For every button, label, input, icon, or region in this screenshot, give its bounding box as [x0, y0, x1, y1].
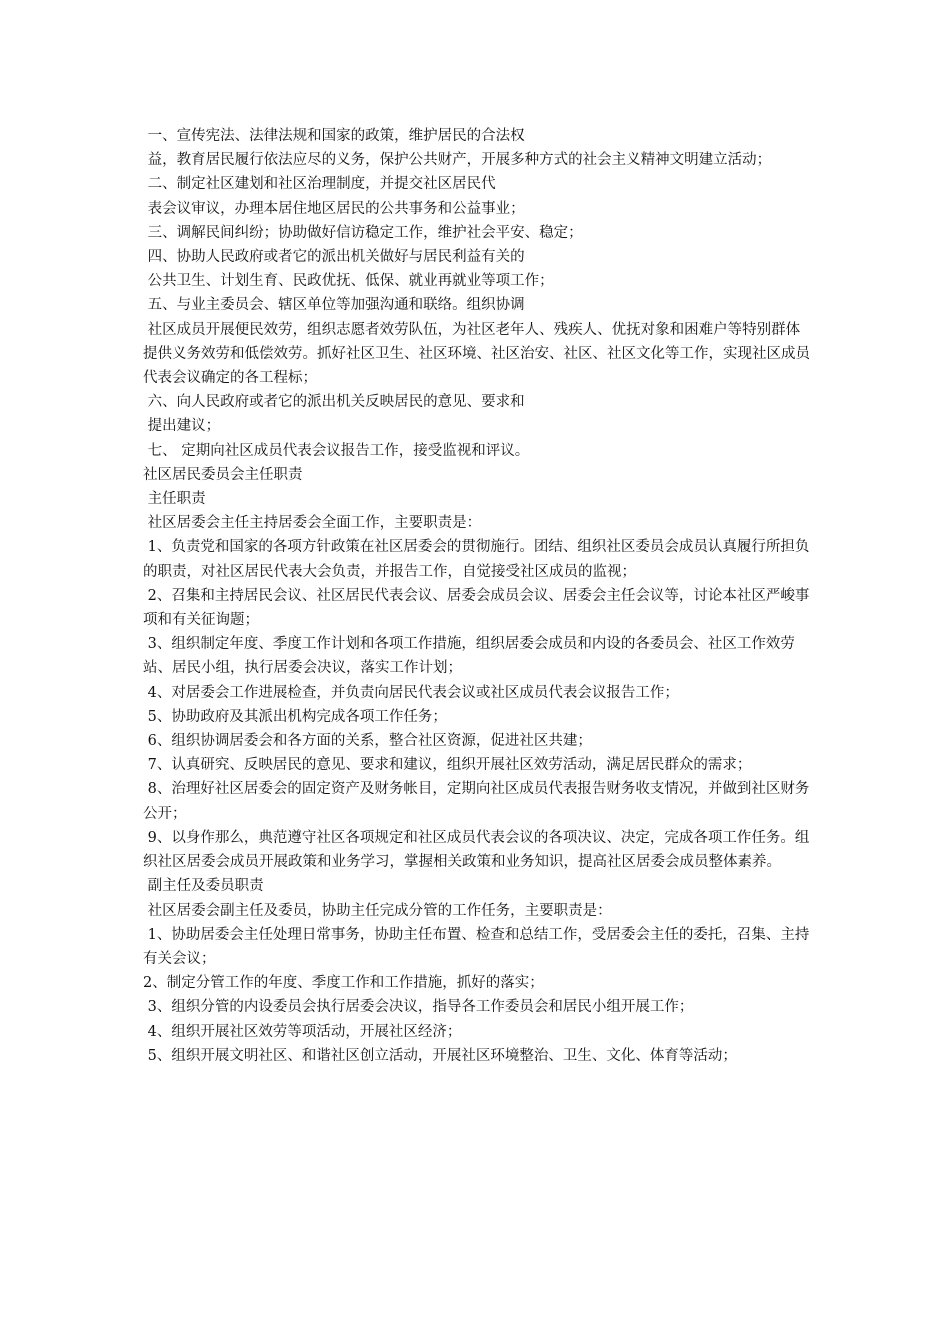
text-line: 表会议审议，办理本居住地区居民的公共事务和公益事业；	[143, 200, 525, 217]
text-line: 1、协助居委会主任处理日常事务，协助主任布置、检查和总结工作，受居委会主任的委托，召集、主持有关会议；	[143, 926, 810, 967]
text-line: 4、对居委会工作进展检查，并负责向居民代表会议或社区成员代表会议报告工作；	[143, 684, 679, 701]
text-line: 益，教育居民履行依法应尽的义务，保护公共财产，开展多种方式的社会主义精神文明建立活动；	[143, 152, 772, 169]
text-line: 6、组织协调居委会和各方面的关系，整合社区资源，促进社区共建；	[143, 733, 592, 750]
text-line: 六、向人民政府或者它的派出机关反映居民的意见、要求和	[143, 394, 525, 411]
text-line: 3、组织制定年度、季度工作计划和各项工作措施，组织居委会成员和内设的各委员会、社区工作效劳站、居民小组，执行居委会决议，落实工作计划；	[143, 636, 795, 677]
text-line: 四、协助人民政府或者它的派出机关做好与居民利益有关的	[143, 249, 525, 266]
text-line: 1、负责党和国家的各项方针政策在社区居委会的贯彻施行。团结、组织社区委员会成员认真履行所担负的职责，对社区居民代表大会负责，并报告工作，自觉接受社区成员的监视；	[143, 539, 810, 580]
text-line: 9、以身作那么，典范遵守社区各项规定和社区成员代表会议的各项决议、决定，完成各项工作任务。组织社区居委会成员开展政策和业务学习，掌握相关政策和业务知识，提高社区居委会成员整体素养。	[143, 829, 810, 871]
text-line: 二、制定社区建划和社区治理制度，并提交社区居民代	[143, 176, 496, 193]
text-line: 提出建议；	[143, 418, 221, 435]
text-line: 社区成员开展便民效劳，组织志愿者效劳队伍，为社区老年人、残疾人、优抚对象和困难户等特别群体提供义务效劳和低偿效劳。抓好社区卫生、社区环境、社区治安、社区、社区文化等工作，实现社区成员代表会议确定的各工程标；	[143, 321, 810, 387]
text-line: 公共卫生、计划生育、民政优抚、低保、就业再就业等项工作；	[143, 273, 554, 290]
text-line: 七、 定期向社区成员代表会议报告工作，接受监视和评议。	[143, 442, 530, 459]
text-line: 2、召集和主持居民会议、社区居民代表会议、居委会成员会议、居委会主任会议等，讨论本社区严峻事项和有关征询题；	[143, 587, 810, 629]
text-line: 4、组织开展社区效劳等项活动，开展社区经济；	[143, 1023, 462, 1040]
document-body	[143, 124, 811, 1068]
text-line: 五、与业主委员会、辖区单位等加强沟通和联络。组织协调	[143, 297, 525, 314]
text-line: 社区居委会主任主持居委会全面工作，主要职责是：	[143, 515, 482, 532]
text-line: 2、制定分管工作的年度、季度工作和工作措施，抓好的落实；	[143, 975, 544, 992]
text-line: 一、宣传宪法、法律法规和国家的政策，维护居民的合法权	[143, 128, 525, 144]
subsection-heading: 副主任及委员职责	[143, 878, 264, 895]
text-line: 三、调解民间纠纷；协助做好信访稳定工作，维护社会平安、稳定；	[143, 224, 583, 241]
section-heading: 社区居民委员会主任职责	[143, 466, 303, 483]
text-line: 5、组织开展文明社区、和谐社区创立活动，开展社区环境整治、卫生、文化、体育等活动；	[143, 1047, 737, 1064]
subsection-heading: 主任职责	[143, 491, 206, 508]
text-line: 3、组织分管的内设委员会执行居委会决议，指导各工作委员会和居民小组开展工作；	[143, 999, 694, 1016]
text-line: 7、认真研究、反映居民的意见、要求和建议，组织开展社区效劳活动，满足居民群众的需求；	[143, 757, 752, 774]
text-line: 5、协助政府及其派出机构完成各项工作任务；	[143, 708, 447, 725]
text-line: 社区居委会副主任及委员，协助主任完成分管的工作任务，主要职责是：	[143, 902, 612, 919]
text-line: 8、治理好社区居委会的固定资产及财务帐目，定期向社区成员代表报告财务收支情况，并做到社区财务公开；	[143, 781, 810, 822]
